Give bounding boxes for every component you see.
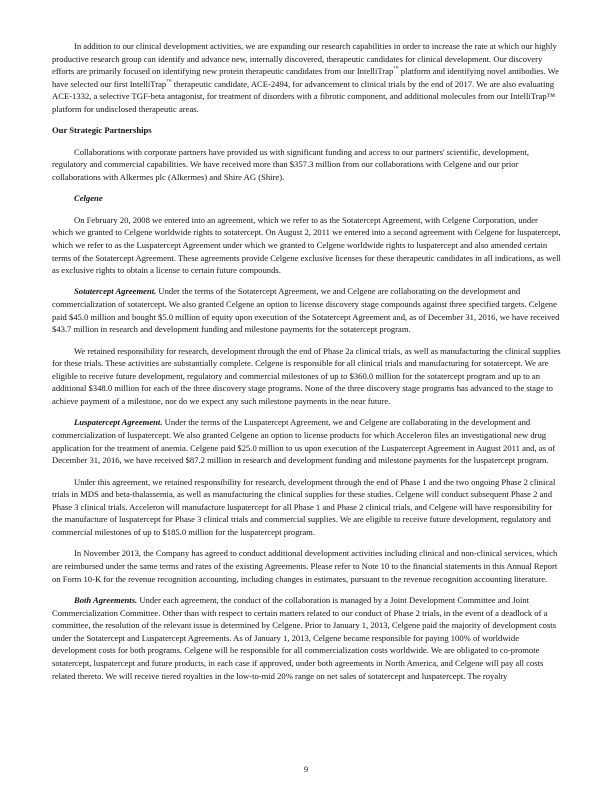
document-body — [52, 40, 561, 691]
heading-celgene: Celgene — [74, 193, 103, 204]
text-run: platform and identifying novel antibodies. We have selected our first IntelliTrap — [52, 66, 559, 89]
paragraph-research — [52, 40, 561, 116]
text-run: In addition to our clinical development activities, we are expanding our research capabilities in order to increase the rate at which our highly productive research group can identify and advance new, internally discovered, therapeutic candidates for clinical development. Our discovery efforts are primarily focused on identifying new protein therapeutic candidates from our IntelliTrap — [52, 41, 557, 77]
paragraph-sotatercept-agreement — [52, 285, 561, 335]
run-in-heading: Luspatercept Agreement. — [74, 417, 163, 428]
text-run: Under the terms of the Sotatercept Agreement, we and Celgene are collaborating on the development and commercialization of sotatercept. We also granted Celgene an option to license discovery stage compounds against three specified targets. Celgene paid $45.0 million and bought $5.0 million of equity upon execution of the Sotatercept Agreement and, as of December 31, 2016, we have received $43.7 million in research and development funding and milestone payments for the sotatercept program. — [52, 286, 560, 335]
text-run: Under the terms of the Luspatercept Agreement, we and Celgene are collaborating in the development and commercialization of luspatercept. We also granted Celgene an option to license products for which Acceleron files an investigational new drug application for the treatment of anemia. Celgene paid $25.0 million to us upon execution of the Luspatercept Agreement in August 2011 and, as of December 31, 2016, we have received $87.2 million in research and development funding and milestone payments for the luspatercept program. — [52, 417, 556, 466]
trademark-symbol: ™ — [393, 66, 399, 73]
run-in-heading: Both Agreements. — [74, 594, 138, 605]
paragraph-luspatercept-agreement — [52, 416, 561, 466]
paragraph-sotatercept-responsibility: We retained responsibility for research, development through the end of Phase 2a clinical trials, as well as manufacturing the clinical supplies for these trials. These activities are substantially complete. Celgene is responsible for all clinical trials and manufacturing for sotatercept. We are eligible to receive future development, regulatory and commercial milestones of up to $360.0 million for the sotatercept program and up to an additional $348.0 million for each of the three discovery stage programs. None of the three discovery stage programs has advanced to the stage to achieve payment of a milestone, nor do we expect any such milestone payments in the near future. — [52, 345, 561, 407]
paragraph-celgene-agreements: On February 20, 2008 we entered into an agreement, which we refer to as the Sotatercept Agreement, with Celgene Corporation, under which we granted to Celgene worldwide rights to sotatercept. On August 2, 2011 we entered into a second agreement with Celgene for luspatercept, which we refer to as the Luspatercept Agreement under which we granted to Celgene worldwide rights to luspatercept and also amended certain terms of the Sotatercept Agreement. These agreements provide Celgene exclusive licenses for these therapeutic candidates in all indications, as well as exclusive rights to obtain a license to certain future compounds. — [52, 214, 561, 276]
run-in-heading: Sotatercept Agreement. — [74, 286, 157, 297]
paragraph-luspatercept-responsibility: Under this agreement, we retained responsibility for research, development through the end of Phase 1 and the two ongoing Phase 2 clinical trials in MDS and beta-thalassemia, as well as manufacturing the clinical supplies for these studies. Celgene will conduct subsequent Phase 2 and Phase 3 clinical trials. Acceleron will manufacture luspatercept for all Phase 1 and Phase 2 clinical trials, and Celgene will have responsibility for the manufacture of luspatercept for Phase 3 clinical trials and commercial supplies. We are eligible to receive future development, regulatory and commercial milestones of up to $185.0 million for the luspatercept program. — [52, 476, 556, 537]
paragraph-november-2013: In November 2013, the Company has agreed to conduct additional development activities including clinical and non-clinical services, which are reimbursed under the same terms and rates of the existing Agreements. Please refer to Note 10 to the financial statements in this Annual Report on Form 10-K for the revenue recognition accounting, including changes in estimates, pursuant to the revenue recognition accounting literature. — [52, 548, 558, 584]
text-run: therapeutic candidate, ACE-2494, for advancement to clinical trials by the end of 2017. We are also evaluating ACE-1332, a selective TGF-beta antagonist, for treatment of disorders with a fibrotic component, and additional molecules from our IntelliTrap™ platform for undisclosed therapeutic areas. — [52, 78, 556, 114]
heading-strategic-partnerships: Our Strategic Partnerships — [52, 125, 152, 136]
page-number: 9 — [303, 764, 309, 774]
trademark-symbol: ™ — [166, 78, 172, 85]
paragraph-both-agreements — [52, 594, 561, 682]
text-run: Under each agreement, the conduct of the collaboration is managed by a Joint Development Committee and Joint Commercialization Committee. Other than with respect to certain matters related to our conduct of Phase 2 trials, in the event of a deadlock of a committee, the resolution of the relevant issue is determined by Celgene. Prior to January 1, 2013, Celgene paid the majority of development costs under the Sotatercept and Luspatercept Agreements. As of January 1, 2013, Celgene became responsible for paying 100% of worldwide development costs for both programs. Celgene will be responsible for all commercialization costs worldwide. We are obligated to co-promote sotatercept, luspatercept and future products, in each case if approved, under both agreements in North America, and Celgene will pay all costs related thereto. We will receive tiered royalties in the low-to-mid 20% range on net sales of sotatercept and luspatercept. The royalty — [52, 594, 557, 681]
paragraph-collaborations: Collaborations with corporate partners have provided us with significant funding and access to our partners' scientific, development, regulatory and commercial capabilities. We have received more than $357.3 million from our collaborations with Celgene and our prior collaborations with Alkermes plc (Alkermes) and Shire AG (Shire). — [52, 146, 529, 182]
